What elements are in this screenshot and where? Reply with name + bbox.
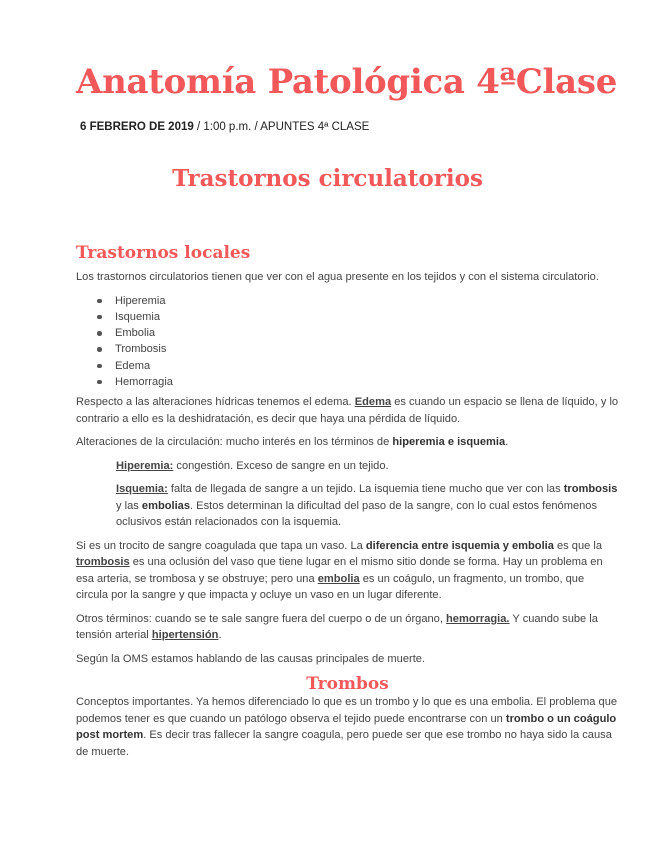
list-item: Trombosis: [115, 341, 619, 357]
subheading-trombos: Trombos: [306, 674, 389, 695]
subheading-trastornos-locales: Trastornos locales: [76, 243, 251, 263]
text: Si es un trocito de sangre coagulada que tapa un vaso. La: [76, 539, 366, 552]
term-trombosis: trombosis: [76, 556, 130, 569]
list-item: Embolia: [115, 325, 619, 341]
document-title: Anatomía Patológica 4ªClase: [76, 62, 618, 102]
oms-paragraph: Según la OMS estamos hablando de las causas principales de muerte.: [76, 652, 426, 665]
bold-trombosis: trombosis: [563, 483, 618, 496]
text: congestión. Exceso de sangre en un tejido.: [173, 459, 389, 472]
term-hiperemia: Hiperemia:: [116, 459, 174, 472]
text: Y cuando sube la tensión arterial: [76, 612, 598, 642]
document-body: [76, 243, 619, 767]
text: falta de llegada de sangre a un tejido. La isquemia tiene mucho que ver con las: [167, 483, 564, 496]
otros-terminos-paragraph: [76, 611, 619, 644]
text: es un coágulo, un fragmento, un trombo, que circula por la sangre y que impacta y ocluye un vaso en un lugar diferente.: [76, 572, 585, 602]
text: .: [505, 436, 509, 449]
term-embolia: embolia: [317, 572, 360, 585]
term-isquemia: Isquemia:: [116, 483, 168, 496]
intro-paragraph: Los trastornos circulatorios tienen que ver con el agua presente en los tejidos y con el sistema circulatorio.: [76, 271, 599, 283]
text: . Estos determinan la dificultad del paso de la sangre, con lo cual estos fenómenos oclusivos están relacionados con la isquemia.: [116, 499, 598, 529]
text: es cuando un espacio se llena de líquido, y lo contrario a ello es la deshidratación, es decir que haya una pérdida de líquido.: [76, 396, 619, 425]
list-item: Isquemia: [115, 309, 619, 325]
text: es una oclusión del vaso que tiene lugar en el mismo sitio donde se forma. Hay un problema en esa arteria, se trombosa y se obstruye; pero una: [76, 556, 603, 585]
text: . Es decir tras fallecer la sangre coagula, pero puede ser que ese trombo no haya sido la causa de muerte.: [76, 729, 612, 758]
term-edema: Edema: [354, 396, 392, 409]
meta-date: 6 FEBRERO DE 2019: [80, 121, 194, 133]
trombos-paragraph: [76, 694, 619, 760]
text: Respecto a las alteraciones hídricas tenemos el edema.: [76, 396, 355, 409]
edema-paragraph: [76, 394, 619, 427]
bold-embolias: embolias: [141, 499, 190, 512]
bold-trombo-post-mortem: trombo o un coágulo post mortem: [76, 712, 617, 742]
circulation-paragraph: [76, 434, 619, 451]
disorders-list: [76, 293, 619, 391]
section-title: Trastornos circulatorios: [172, 165, 483, 192]
document-meta: [80, 121, 369, 133]
text: y las: [116, 499, 142, 512]
text: Otros términos: cuando se te sale sangre fuera del cuerpo o de un órgano,: [76, 612, 447, 625]
trombosis-embolia-paragraph: [76, 538, 619, 604]
term-hipertension: hipertensión: [151, 629, 219, 642]
text: es que la: [553, 539, 603, 552]
text: Conceptos importantes. Ya hemos diferenciado lo que es un trombo y lo que es una embolia. El problema que podemos tener es que cuando un patólogo observa el tejido puede encontrarse con un: [76, 696, 618, 725]
hiperemia-definition: [76, 458, 619, 475]
list-item: Hiperemia: [115, 293, 619, 309]
text: Alteraciones de la circulación: mucho interés en los términos de: [76, 436, 393, 449]
meta-time-notes: / 1:00 p.m. / APUNTES 4ª CLASE: [193, 121, 370, 133]
bold-hiperemia-isquemia: hiperemia e isquemia: [392, 436, 506, 449]
text: .: [218, 629, 222, 642]
bold-diferencia: diferencia entre isquemia y embolia: [365, 539, 554, 552]
isquemia-definition: [76, 481, 619, 531]
list-item: Edema: [115, 358, 619, 374]
list-item: Hemorragia: [115, 374, 619, 390]
term-hemorragia: hemorragia.: [446, 612, 510, 625]
